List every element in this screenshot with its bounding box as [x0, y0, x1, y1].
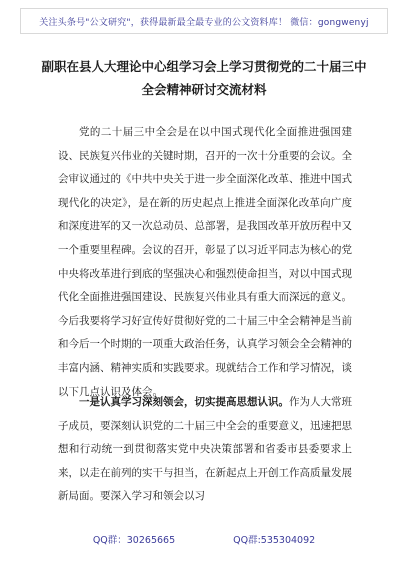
body-paragraph	[58, 391, 352, 509]
paragraph-text: 作为人大常班子成员，要深刻认识党的二十届三中全会的重要意义，迅速把思想和行动统一到贯彻落实党中央决策部署和省委市县委要求上来，以走在前列的实干与担当，在新起点上开创工作高质量发展新局面。要深入学习和领会以习	[58, 396, 352, 503]
promo-banner: 关注头条号"公文研究"，获得最新最全最专业的公文资料库！ 微信：gongwenyj	[20, 8, 388, 34]
footer-qq-group-1: QQ群：30265665	[92, 535, 176, 546]
paragraph-heading: 一是认真学习深刻领会，切实提高思想认识。	[79, 396, 289, 408]
document-title: 副职在县人大理论中心组学习会上学习贯彻党的二十届三中全会精神研讨交流材料	[41, 59, 367, 97]
footer-qq-group-2: QQ群:535304092	[233, 535, 316, 546]
body-paragraph: 党的二十届三中全会是在以中国式现代化全面推进强国建设、民族复兴伟业的关键时期，召开的一次十分重要的会议。全会审议通过的《中共中央关于进一步全面深化改革、推进中国式现代化的决定》，是在新的历史起点上推进全面深化改革向广度和深度进军的又一次总动员、总部署，是我国改革开放历程中又一个重要里程碑。会议的召开，彰显了以习近平同志为核心的党中央将改革进行到底的坚强决心和强烈使命担当，对以中国式现代化全面推进强国建设、民族复兴伟业具有重大而深远的意义。今后我要将学习好宣传好贯彻好党的二十届三中全会精神是当前和今后一个时期的一项重大政治任务，认真学习领会全会精神的丰富内涵、精神实质和实践要求。现就结合工作和学习情况，谈以下几点认识及体会。	[58, 126, 352, 398]
footer	[0, 532, 408, 546]
